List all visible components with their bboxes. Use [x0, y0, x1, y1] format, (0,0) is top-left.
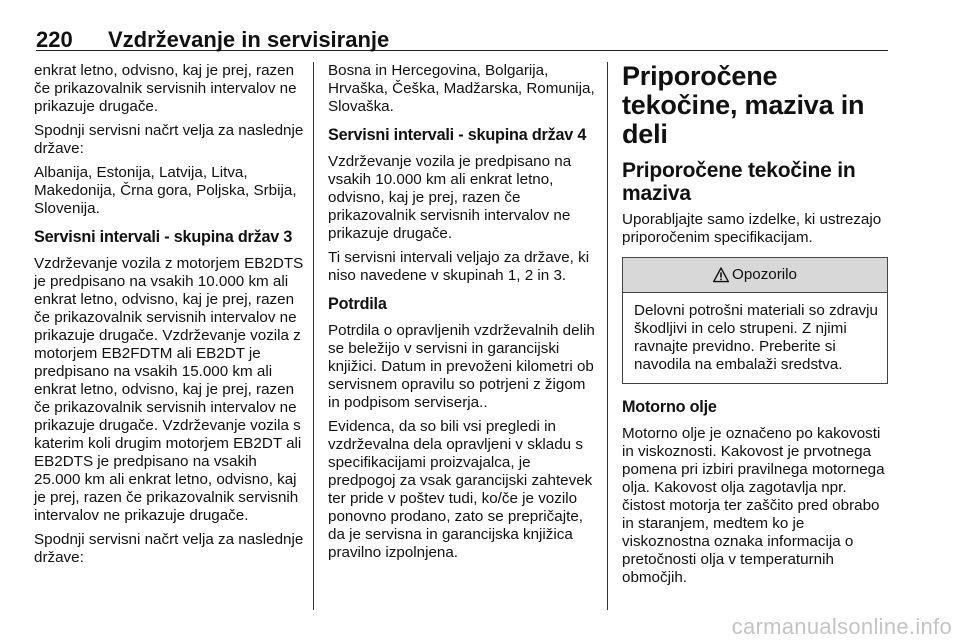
warning-box: [622, 257, 888, 384]
section-title: Vzdrževanje in servisiranje: [108, 27, 390, 52]
column-middle: [328, 62, 596, 568]
paragraph: Albanija, Estonija, Latvija, Litva, Makedonija, Črna gora, Poljska, Srbija, Slovenija.: [34, 164, 297, 217]
heading-country-group-4: Servisni intervali - skupina držav 4: [328, 126, 587, 144]
heading-fluids-lubricants-parts: Priporočene tekočine, maziva in deli: [622, 61, 865, 149]
paragraph: Spodnji servisni načrt velja za naslednje države:: [34, 531, 304, 566]
column-left: [34, 62, 304, 573]
column-divider: [607, 62, 608, 610]
page-header: [36, 10, 888, 51]
paragraph: Spodnji servisni načrt velja za naslednje države:: [34, 122, 304, 157]
paragraph: Bosna in Hercegovina, Bolgarija, Hrvaška, Češka, Madžarska, Romunija, Slovaška.: [328, 62, 595, 115]
heading-fluids-lubricants: Priporočene tekočine in maziva: [622, 159, 856, 205]
warning-header: [623, 258, 887, 293]
column-right: [622, 62, 888, 593]
paragraph: Vzdrževanje vozila je predpisano na vsakih 10.000 km ali enkrat letno, odvisno, kaj je prej, razen če prikazovalnik servisnih intervalov ne prikazuje drugače.: [328, 153, 572, 242]
heading-motor-oil: Motorno olje: [622, 398, 717, 416]
paragraph: Motorno olje je označeno po kakovosti in viskoznosti. Kakovost je prvotnega pomena pri izbiri pravilnega motornega olja. Kakovost olja zagotavlja npr. čistost motorja ter zaščito pred obrabo in staranjem, medtem ko je viskoznostna oznaka informacija o pretočnosti olja v temperaturnih območjih.: [622, 425, 885, 586]
paragraph: Uporabljajte samo izdelke, ki ustrezajo priporočenim specifikacijam.: [622, 211, 882, 246]
heading-potrdila: Potrdila: [328, 295, 387, 313]
heading-country-group-3: Servisni intervali - skupina držav 3: [34, 228, 293, 246]
paragraph: enkrat letno, odvisno, kaj je prej, razen če prikazovalnik servisnih intervalov ne prikazuje drugače.: [34, 62, 297, 115]
paragraph: Evidenca, da so bili vsi pregledi in vzdrževalna dela opravljeni v skladu s specifikacijami proizvajalca, je predpogoj za vsak garancijski zahtevek ter pride v poštev tudi, ko/če je vozilo ponovno prodano, zato se prepričajte, da je servisna in garancijska knjižica pravilno izpolnjena.: [328, 418, 593, 561]
warning-triangle-icon: [713, 267, 729, 283]
paragraph: Ti servisni intervali veljajo za države, ki niso navedene v skupinah 1, 2 in 3.: [328, 249, 590, 284]
watermark: carmanualsonline.info: [731, 614, 952, 639]
warning-title: Opozorilo: [732, 266, 797, 283]
page-number: 220: [36, 27, 73, 52]
warning-text: Delovni potrošni materiali so zdravju škodljivi in celo strupeni. Z njimi ravnajte previdno. Preberite si navodila na embalaži sredstva.: [634, 302, 878, 373]
paragraph: Vzdrževanje vozila z motorjem EB2DTS je predpisano na vsakih 10.000 km ali enkrat letno, odvisno, kaj je prej, razen če prikazovalnik servisnih intervalov ne prikazuje drugače. Vzdrževanje vozila z motorjem EB2FDTM ali EB2DT je predpisano na vsakih 15.000 km ali enkrat letno, odvisno, kaj je prej, razen če prikazovalnik servisnih intervalov ne prikazuje drugače. Vzdrževanje vozila s katerim koli drugim motorjem EB2DT ali EB2DTS je predpisano na vsakih 25.000 km ali enkrat letno, odvisno, kaj je prej, razen če prikazovalnik servisnih intervalov ne prikazuje drugače.: [34, 255, 304, 524]
column-divider: [313, 62, 314, 610]
paragraph: Potrdila o opravljenih vzdrževalnih delih se beležijo v servisni in garancijski knjižici. Datum in prevoženi kilometri ob servisnem opravilu so potrjeni z žigom in podpisom serviserja..: [328, 322, 595, 411]
